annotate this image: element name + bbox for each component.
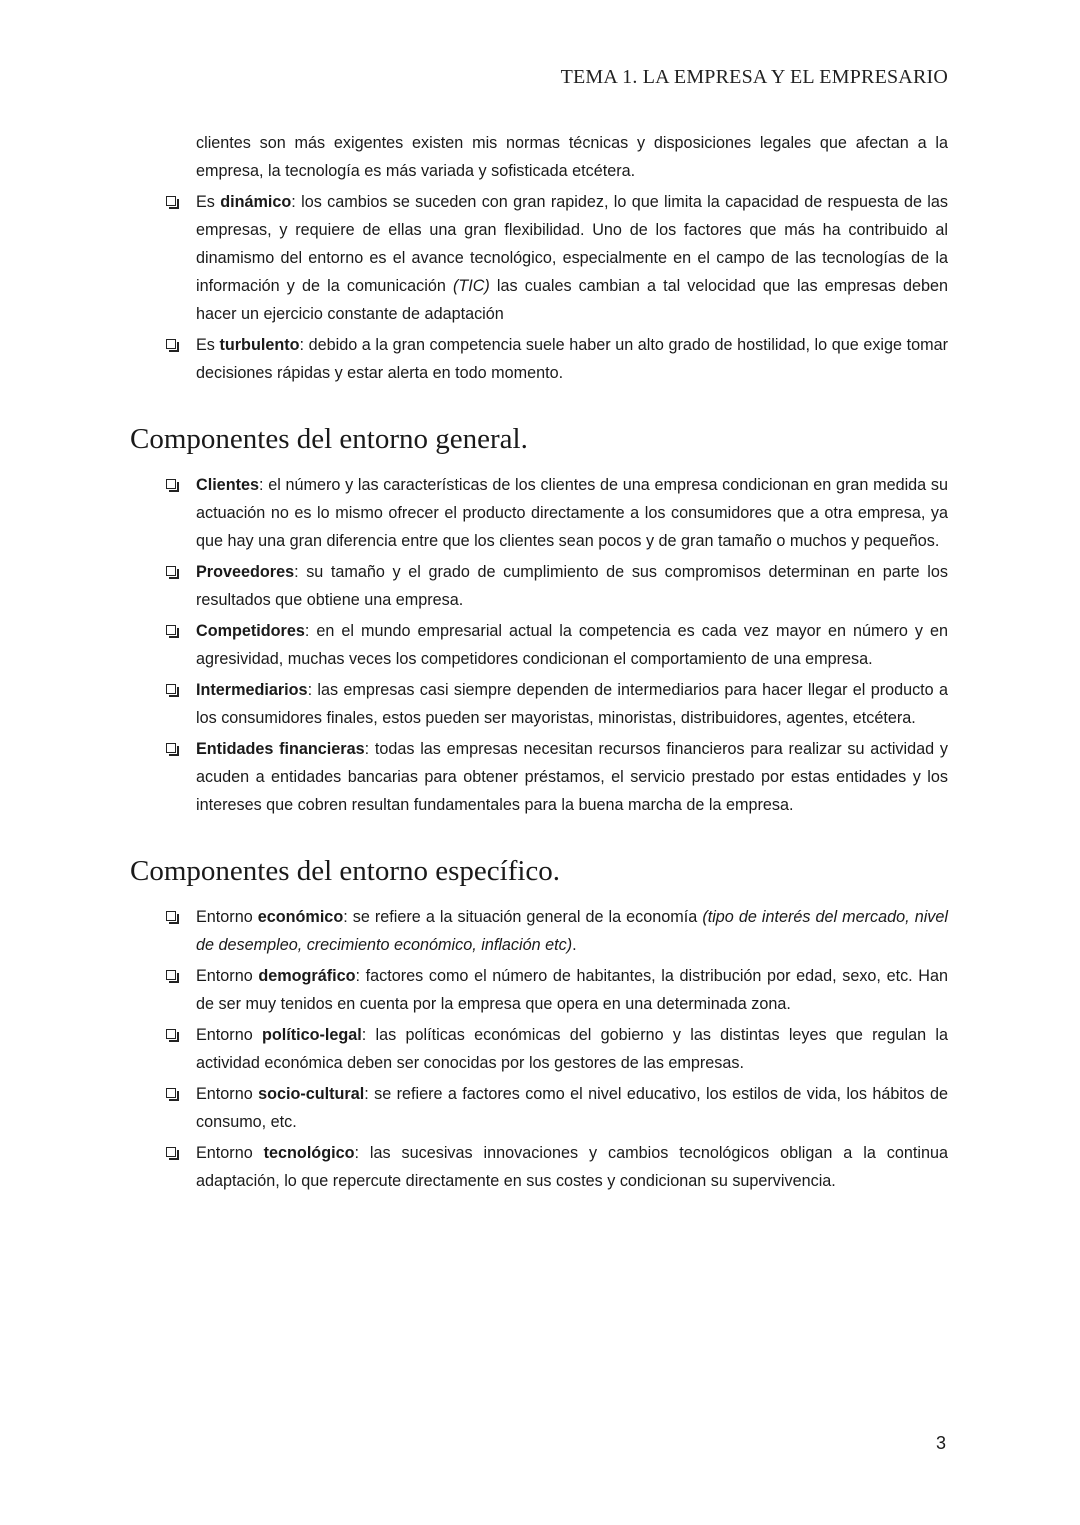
page-number: 3 [936,1433,947,1453]
text-run: : se refiere a factores como el nivel educativo, los estilos de vida, los hábitos de consumo, etc. [196,1085,948,1131]
list-item [130,331,948,387]
checkbox-bullet-icon [166,196,176,206]
text-run: : los cambios se suceden con gran rapidez, lo que limita la capacidad de respuesta de las empresas, y requiere de ellas una gran flexibilidad. Uno de los factores que más ha contribuido al dinamismo del entorno es el avance tecnológico, especialmente en el campo de las tecnologías de la información y de la comunicación [196,193,949,295]
bold-term: tecnológico [263,1144,355,1162]
list-item [130,1139,948,1195]
text-run: : todas las empresas necesitan recursos financieros para realizar su actividad y acuden a entidades bancarias para obtener préstamos, el servicio prestado por estas entidades y los intereses que cobren resultan fundamentales para la buena marcha de la empresa. [196,740,948,814]
bold-term: Competidores [196,622,305,640]
italic-text: (TIC) [452,277,490,295]
text-run: . [572,936,577,954]
checkbox-bullet-icon [166,970,176,980]
checkbox-bullet-icon [166,1147,176,1157]
running-header: TEMA 1. LA EMPRESA Y EL EMPRESARIO [560,66,948,88]
list-item [130,735,948,819]
text-run: Entorno [196,1085,259,1103]
section-heading: Componentes del entorno general. [130,423,528,455]
checkbox-bullet-icon [166,1029,176,1039]
checkbox-bullet-icon [166,684,176,694]
bold-term: político-legal [261,1026,362,1044]
checkbox-bullet-icon [166,479,176,489]
continued-paragraph [130,129,948,185]
list-item [130,676,948,732]
bold-term: Proveedores [196,563,295,581]
text-run: : las sucesivas innovaciones y cambios tecnológicos obligan a la continua adaptación, lo que repercute directamente en sus costes y condicionan su supervivencia. [196,1144,948,1190]
bold-term: socio-cultural [258,1085,365,1103]
bold-term: turbulento [219,336,300,354]
checkbox-bullet-icon [166,566,176,576]
text-run: : se refiere a la situación general de la economía [343,908,703,926]
list-item [130,1080,948,1136]
text-run: Entorno [196,967,259,985]
text-run: : las políticas económicas del gobierno y las distintas leyes que regulan la actividad económica deben ser conocidas por los gestores de las empresas. [196,1026,948,1072]
bold-term: dinámico [220,193,292,211]
text-run: : factores como el número de habitantes, la distribución por edad, sexo, etc. Han de ser muy tenidos en cuenta por la empresa que opera en una determinada zona. [196,967,948,1013]
text-run: : en el mundo empresarial actual la competencia es cada vez mayor en número y en agresividad, muchas veces los competidores condicionan el comportamiento de una empresa. [196,622,948,668]
list-item [130,558,948,614]
text-run: Es [196,193,221,211]
text-run: : debido a la gran competencia suele haber un alto grado de hostilidad, lo que exige tomar decisiones rápidas y estar alerta en todo momento. [196,336,948,382]
italic-text: (tipo de interés del mercado, nivel de desempleo, crecimiento económico, inflación etc) [196,908,948,954]
checkbox-bullet-icon [166,339,176,349]
text-run: clientes son más exigentes existen mis normas técnicas y disposiciones legales que afectan a la empresa, la tecnología es más variada y sofisticada etcétera. [196,134,948,180]
text-run: Es [196,336,220,354]
bold-term: Clientes [196,476,259,494]
page-content [130,129,948,1198]
checkbox-bullet-icon [166,743,176,753]
bold-term: Entidades financieras [196,740,365,758]
list-item [130,1021,948,1077]
checkbox-bullet-icon [166,1088,176,1098]
list-item [130,188,948,328]
list-item [130,903,948,959]
text-run: : las empresas casi siempre dependen de intermediarios para hacer llegar el producto a los consumidores finales, estos pueden ser mayoristas, minoristas, distribuidores, agentes, etcétera. [196,681,948,727]
list-item [130,962,948,1018]
text-run: Entorno [196,1144,264,1162]
text-run: las cuales cambian a tal velocidad que las empresas deben hacer un ejercicio constante de adaptación [196,277,948,323]
text-run: : el número y las características de los clientes de una empresa condicionan en gran medida su actuación no es lo mismo ofrecer el producto directamente a los consumidores que a otra empresa, ya que hay una gran diferencia entre que los clientes sean pocos y de gran tamaño o muchos y pequeños. [196,476,948,550]
text-run: : su tamaño y el grado de cumplimiento de sus compromisos determinan en parte los resultados que obtiene una empresa. [196,563,948,609]
bold-term: Intermediarios [196,681,308,699]
checkbox-bullet-icon [166,625,176,635]
list-item [130,471,948,555]
text-run: Entorno [196,908,258,926]
list-item [130,617,948,673]
bold-term: demográfico [258,967,356,985]
section-heading: Componentes del entorno específico. [130,855,561,887]
text-run: Entorno [196,1026,262,1044]
bold-term: económico [257,908,344,926]
checkbox-bullet-icon [166,911,176,921]
